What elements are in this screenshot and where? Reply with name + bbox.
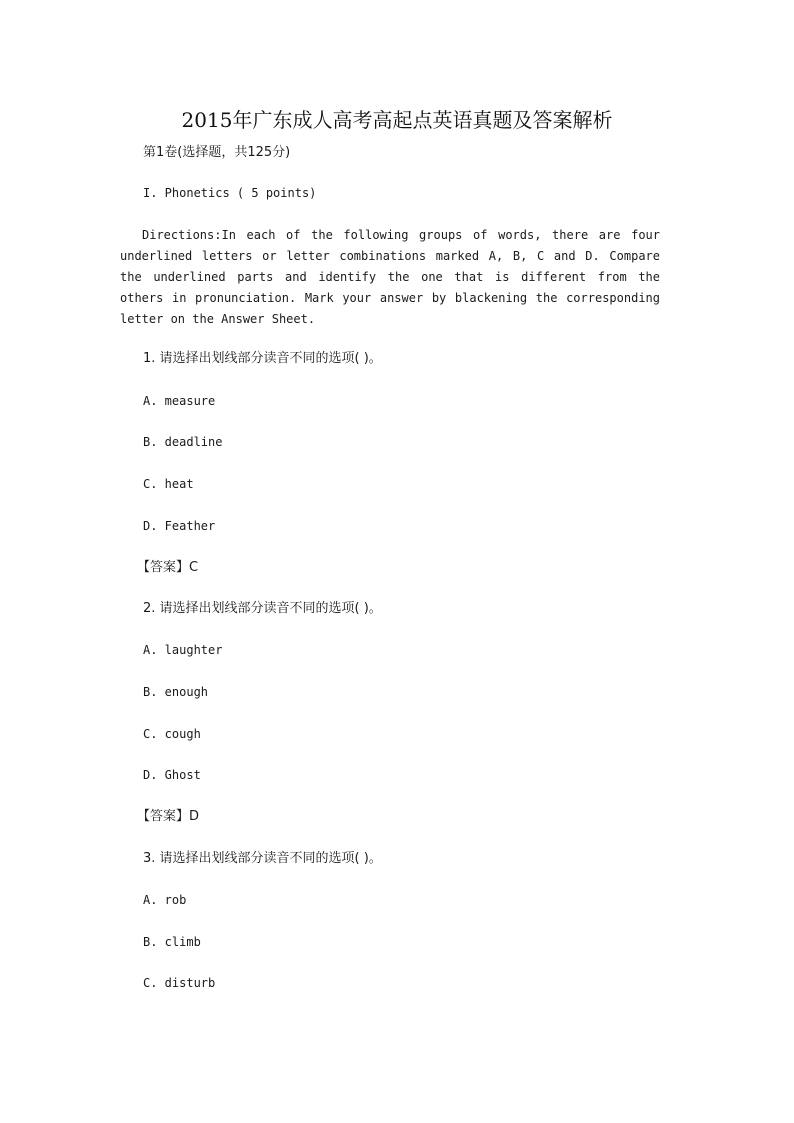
- answer-option: A. laughter: [143, 643, 223, 657]
- answer-option: A. measure: [143, 394, 216, 408]
- answer-option: C. cough: [143, 727, 201, 741]
- question-stem: 1. 请选择出划线部分读音不同的选项( )。: [143, 351, 382, 366]
- answer-key: 【答案】C: [137, 560, 199, 575]
- answer-option: B. deadline: [143, 435, 223, 449]
- answer-key: 【答案】D: [137, 809, 200, 824]
- answer-option: D. Feather: [143, 519, 216, 533]
- question-stem: 3. 请选择出划线部分读音不同的选项( )。: [143, 851, 382, 866]
- answer-option: C. disturb: [143, 976, 216, 990]
- question-stem: 2. 请选择出划线部分读音不同的选项( )。: [143, 601, 382, 616]
- section-heading: I. Phonetics ( 5 points): [143, 186, 317, 200]
- answer-option: D. Ghost: [143, 768, 201, 782]
- answer-option: C. heat: [143, 477, 194, 491]
- answer-option: A. rob: [143, 893, 187, 907]
- answer-option: B. enough: [143, 685, 209, 699]
- answer-option: B. climb: [143, 935, 201, 949]
- directions-paragraph: Directions:In each of the following groups of words, there are four underlined letters or letter combinations marked A, B, C and D. Compare the underlined parts and identify the one that is different from the others in pronunciation. Mark your answer by blackening the corresponding letter on the Answer Sheet.: [120, 228, 660, 326]
- paper-part-heading: 第1卷(选择题，共125分): [143, 145, 291, 160]
- document-title: 2015年广东成人高考高起点英语真题及答案解析: [181, 108, 613, 132]
